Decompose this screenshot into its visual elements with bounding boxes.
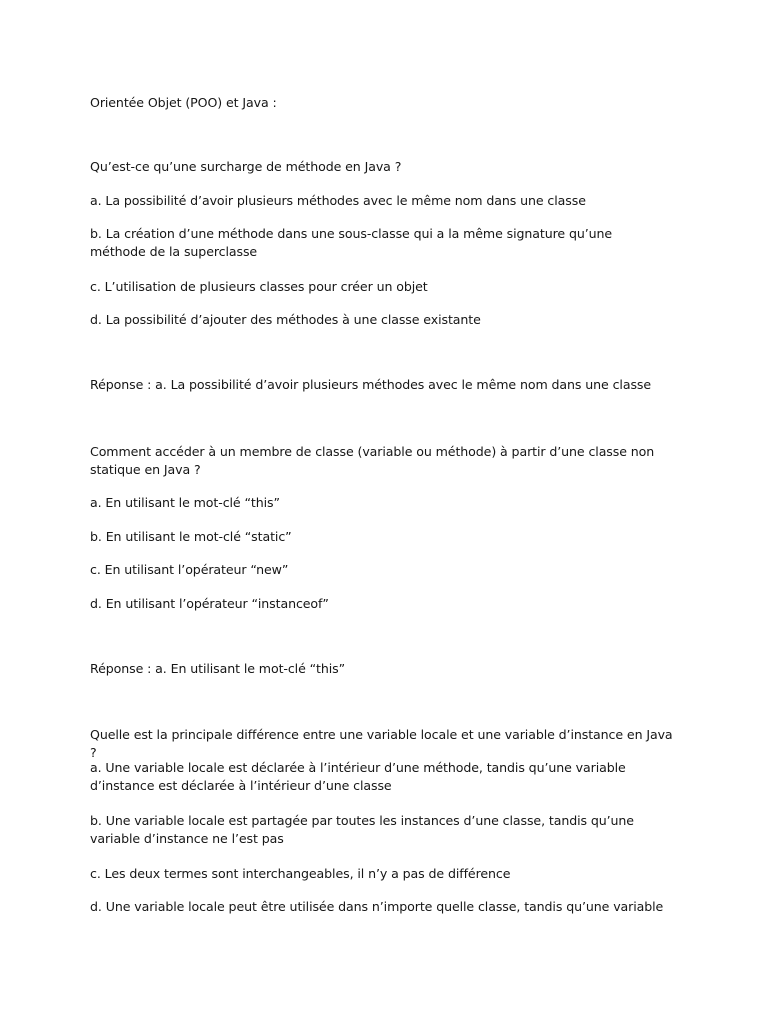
question-3-option-a: a. Une variable locale est déclarée à l’intérieur d’une méthode, tandis qu’une variable d’instance est déclarée à l’intérieur d’une classe <box>90 760 626 793</box>
question-1-option-d: d. La possibilité d’ajouter des méthodes à une classe existante <box>90 312 481 327</box>
question-2-option-d: d. En utilisant l’opérateur “instanceof” <box>90 596 329 611</box>
question-3: Quelle est la principale différence entre une variable locale et une variable d’instance en Java ? <box>90 727 673 760</box>
question-2-option-b: b. En utilisant le mot-clé “static” <box>90 529 292 544</box>
question-1-answer: Réponse : a. La possibilité d’avoir plusieurs méthodes avec le même nom dans une classe <box>90 377 652 392</box>
question-2-answer: Réponse : a. En utilisant le mot-clé “this” <box>90 661 346 676</box>
question-2: Comment accéder à un membre de classe (variable ou méthode) à partir d’une classe non statique en Java ? <box>90 444 655 477</box>
question-1-option-a: a. La possibilité d’avoir plusieurs méthodes avec le même nom dans une classe <box>90 193 586 208</box>
question-2-option-a: a. En utilisant le mot-clé “this” <box>90 495 280 510</box>
question-3-option-d: d. Une variable locale peut être utilisée dans n’importe quelle classe, tandis qu’une variable <box>90 899 664 914</box>
question-1-option-b: b. La création d’une méthode dans une sous-classe qui a la même signature qu’une méthode de la superclasse <box>90 226 613 259</box>
question-2-option-c: c. En utilisant l’opérateur “new” <box>90 562 289 577</box>
question-3-option-c: c. Les deux termes sont interchangeables, il n’y a pas de différence <box>90 866 511 881</box>
question-3-option-b: b. Une variable locale est partagée par toutes les instances d’une classe, tandis qu’une variable d’instance ne l’est pas <box>90 813 634 846</box>
question-1-option-c: c. L’utilisation de plusieurs classes pour créer un objet <box>90 279 428 294</box>
question-1: Qu’est-ce qu’une surcharge de méthode en Java ? <box>90 159 402 174</box>
document-title: Orientée Objet (POO) et Java : <box>90 95 277 110</box>
